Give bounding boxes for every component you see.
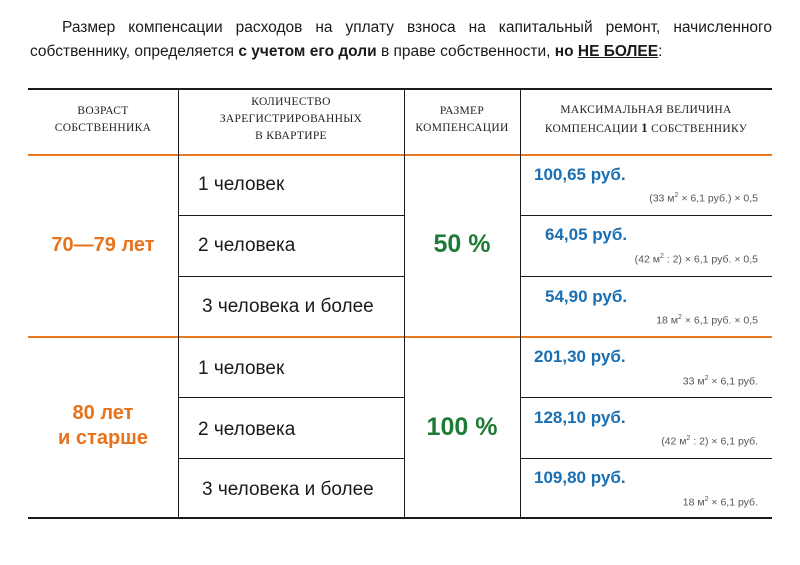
count-cell: 2 человека xyxy=(198,419,296,440)
max-value: 128,10 руб. xyxy=(534,408,626,427)
age-group-70-79: 70—79 лет xyxy=(51,234,155,256)
formula-text: 18 $м^2 \times 6,1$ руб. × 0,5 xyxy=(656,314,758,327)
max-value: 64,05 руб. xyxy=(545,225,628,244)
count-cell: 2 человека xyxy=(198,235,296,256)
formula-text: 33 $м^2 \times 6,1$ руб. xyxy=(682,375,758,388)
count-cell: 3 человека и более xyxy=(202,479,374,500)
max-value: 201,30 руб. xyxy=(534,347,626,366)
formula-text: (33 $м^2 \times 6,1$ руб.) × 0,5 xyxy=(649,192,758,205)
intro-bold-share: с учетом его доли xyxy=(238,43,377,60)
formula-text: (42 $м^2$ : 2) × 6,1 руб. × 0,5 xyxy=(634,253,758,266)
max-value: 100,65 руб. xyxy=(534,165,626,184)
intro-text-2: в праве собственности, xyxy=(376,43,555,60)
formula-text: 18 $м^2 \times 6,1$ руб. xyxy=(682,496,758,509)
count-cell: 1 человек xyxy=(198,174,285,195)
intro-bold-but: но НЕ БОЛЕЕ xyxy=(554,43,659,60)
percent-100: 100 % xyxy=(426,413,498,441)
max-value: 109,80 руб. xyxy=(534,468,626,487)
count-cell: 1 человек xyxy=(198,358,285,379)
header-registered-count: КОЛИЧЕСТВО ЗАРЕГИСТРИРОВАННЫХ В КВАРТИРЕ xyxy=(219,96,363,142)
intro-colon: : xyxy=(658,43,663,60)
intro-not-more: НЕ БОЛЕЕ xyxy=(577,43,659,60)
compensation-table xyxy=(28,88,772,518)
intro-paragraph xyxy=(30,16,772,64)
intro-text-1: Размер компенсации расходов на уплату взноса на капитальный ремонт, начисленного собственнику, определяется xyxy=(30,19,772,60)
formula-text: (42 $м^2$ : 2) × 6,1 руб. xyxy=(661,435,758,448)
percent-50: 50 % xyxy=(433,230,491,258)
header-owner-age: ВОЗРАСТ СОБСТВЕННИКА xyxy=(54,105,152,134)
header-max-compensation: МАКСИМАЛЬНАЯ ВЕЛИЧИНА КОМПЕНСАЦИИ 1 СОБСТВЕННИКУ xyxy=(544,104,748,135)
age-group-80-plus: 80 лет и старше xyxy=(58,402,148,449)
max-value: 54,90 руб. xyxy=(545,287,628,306)
count-cell: 3 человека и более xyxy=(202,296,374,317)
header-compensation-size: РАЗМЕР КОМПЕНСАЦИИ xyxy=(415,105,509,134)
